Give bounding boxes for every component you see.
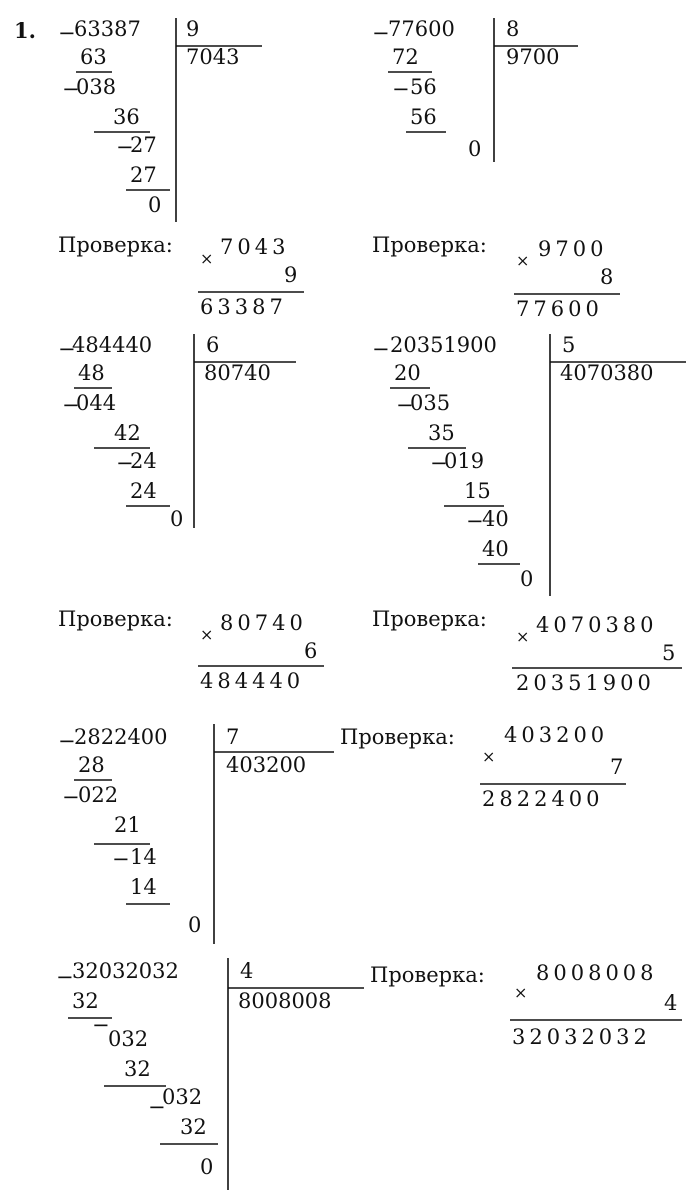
minus-sign: − <box>116 135 134 159</box>
minus-sign: − <box>62 393 80 417</box>
step-2: 038 <box>76 75 117 99</box>
check-1 <box>58 233 304 319</box>
check-factor-a: 80740 <box>220 611 307 635</box>
times-sign: × <box>516 627 530 646</box>
division-1 <box>58 17 262 222</box>
check-3 <box>58 607 324 693</box>
quotient: 4070380 <box>560 361 654 385</box>
minus-sign: − <box>92 1013 110 1037</box>
dividend: 2822400 <box>74 725 168 749</box>
check-factor-b: 8 <box>600 265 614 289</box>
quotient: 9700 <box>506 45 560 69</box>
check-label: Проверка: <box>58 233 173 257</box>
quotient: 7043 <box>186 45 240 69</box>
dividend: 484440 <box>72 333 153 357</box>
check-factor-a: 9700 <box>538 237 608 261</box>
step-4: 032 <box>162 1085 203 1109</box>
step-3: 56 <box>410 105 437 129</box>
step-2: 022 <box>78 783 119 807</box>
step-3: 35 <box>428 421 455 445</box>
check-factor-b: 7 <box>610 755 624 779</box>
step-4: 019 <box>444 449 485 473</box>
step-4: 14 <box>130 845 157 869</box>
step-3: 21 <box>114 813 141 837</box>
minus-sign: − <box>430 451 448 475</box>
step-5: 14 <box>130 875 157 899</box>
step-5: 32 <box>180 1115 207 1139</box>
check-label: Проверка: <box>340 725 455 749</box>
times-sign: × <box>516 251 530 270</box>
step-3: 32 <box>124 1057 151 1081</box>
problem-number: 1. <box>14 18 36 43</box>
quotient: 80740 <box>204 361 271 385</box>
step-3: 42 <box>114 421 141 445</box>
times-sign: × <box>200 249 214 268</box>
minus-sign: − <box>116 451 134 475</box>
times-sign: × <box>514 983 528 1002</box>
minus-sign: − <box>466 509 484 533</box>
check-factor-b: 4 <box>664 991 678 1015</box>
step-2: 032 <box>108 1027 149 1051</box>
step-2: 035 <box>410 391 451 415</box>
divisor: 8 <box>506 17 520 41</box>
check-label: Проверка: <box>58 607 173 631</box>
minus-sign: − <box>62 77 80 101</box>
divisor: 7 <box>226 725 240 749</box>
divisor: 5 <box>562 333 576 357</box>
step-1: 48 <box>78 361 105 385</box>
check-result: 77600 <box>516 297 603 321</box>
minus-sign: − <box>392 77 410 101</box>
step-1: 63 <box>80 45 107 69</box>
step-7: 40 <box>482 537 509 561</box>
check-result: 32032032 <box>512 1025 651 1049</box>
division-6 <box>56 958 364 1190</box>
step-5: 27 <box>130 163 157 187</box>
step-1: 32 <box>72 989 99 1013</box>
division-4 <box>372 333 686 596</box>
step-4: 24 <box>130 449 157 473</box>
step-5: 24 <box>130 479 157 503</box>
check-result: 484440 <box>200 669 305 693</box>
check-factor-b: 9 <box>284 263 298 287</box>
minus-sign: − <box>372 21 390 45</box>
check-label: Проверка: <box>370 963 485 987</box>
step-1: 72 <box>392 45 419 69</box>
minus-sign: − <box>148 1095 166 1119</box>
times-sign: × <box>482 747 496 766</box>
check-2 <box>372 233 620 321</box>
step-3: 36 <box>113 105 140 129</box>
step-6: 0 <box>200 1155 214 1179</box>
check-factor-b: 6 <box>304 639 318 663</box>
minus-sign: − <box>58 729 76 753</box>
step-5: 15 <box>464 479 491 503</box>
divisor: 9 <box>186 17 200 41</box>
dividend: 63387 <box>74 17 141 41</box>
check-4 <box>372 607 682 695</box>
step-6: 0 <box>170 507 184 531</box>
check-6 <box>370 961 682 1049</box>
check-factor-a: 403200 <box>504 723 609 747</box>
check-factor-b: 5 <box>662 641 676 665</box>
dividend: 77600 <box>388 17 455 41</box>
step-1: 28 <box>78 753 105 777</box>
step-6: 40 <box>482 507 509 531</box>
dividend: 32032032 <box>72 959 179 983</box>
step-2: 56 <box>410 75 437 99</box>
division-3 <box>58 333 296 531</box>
check-factor-a: 7043 <box>220 235 290 259</box>
division-5 <box>58 724 334 944</box>
step-4: 0 <box>468 137 482 161</box>
quotient: 403200 <box>226 753 307 777</box>
minus-sign: − <box>58 21 76 45</box>
step-4: 27 <box>130 133 157 157</box>
step-8: 0 <box>520 567 534 591</box>
step-6: 0 <box>188 913 202 937</box>
divisor: 6 <box>206 333 220 357</box>
step-6: 0 <box>148 193 162 217</box>
check-result: 2822400 <box>482 787 604 811</box>
check-label: Проверка: <box>372 233 487 257</box>
step-2: 044 <box>76 391 117 415</box>
quotient: 8008008 <box>238 989 332 1013</box>
minus-sign: − <box>396 393 414 417</box>
minus-sign: − <box>56 965 74 989</box>
check-label: Проверка: <box>372 607 487 631</box>
check-5 <box>340 723 626 811</box>
divisor: 4 <box>240 959 254 983</box>
step-1: 20 <box>394 361 421 385</box>
check-result: 63387 <box>200 295 287 319</box>
check-factor-a: 4070380 <box>536 613 658 637</box>
check-factor-a: 8008008 <box>536 961 658 985</box>
times-sign: × <box>200 625 214 644</box>
division-2 <box>372 17 578 162</box>
dividend: 20351900 <box>390 333 497 357</box>
minus-sign: − <box>112 847 130 871</box>
minus-sign: − <box>372 337 390 361</box>
check-result: 20351900 <box>516 671 655 695</box>
minus-sign: − <box>58 337 76 361</box>
minus-sign: − <box>62 785 80 809</box>
